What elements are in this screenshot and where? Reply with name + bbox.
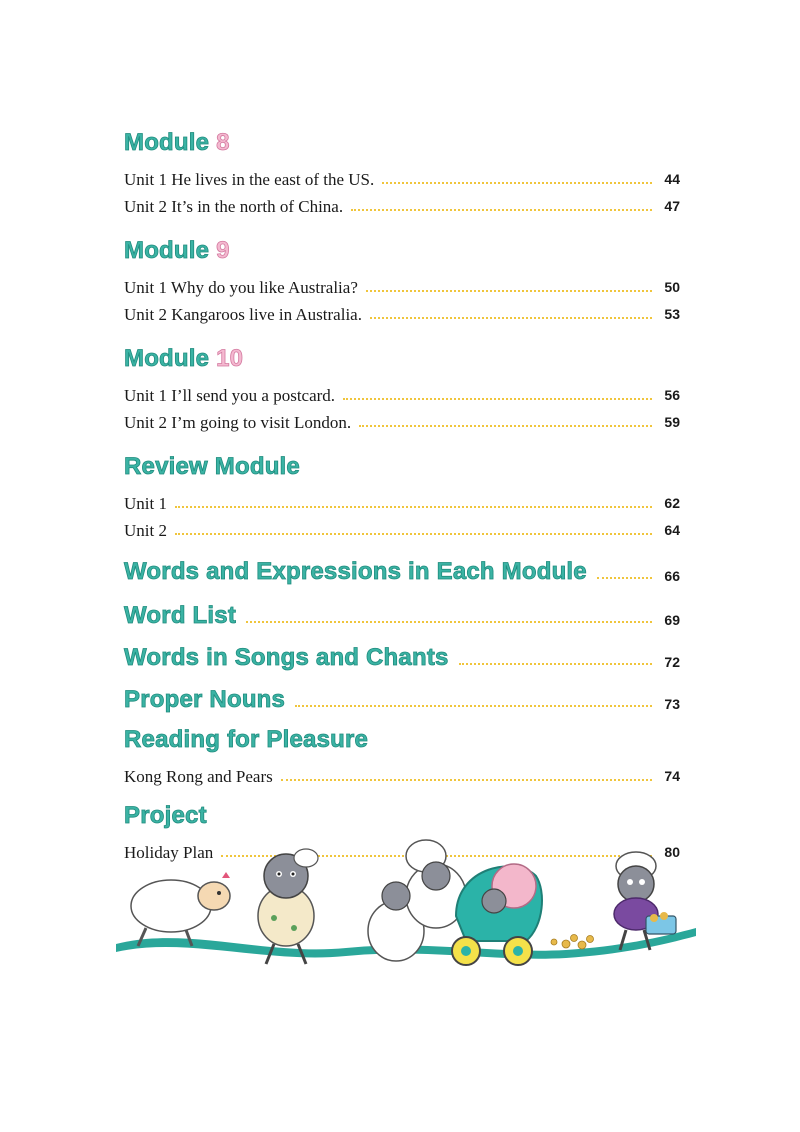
toc-entry[interactable] xyxy=(124,163,680,190)
entry-title: Kong Rong and Pears xyxy=(124,767,273,786)
page-number: 59 xyxy=(664,414,680,430)
leader-dots xyxy=(370,317,652,319)
toc-entry-words-expressions[interactable] xyxy=(124,549,680,587)
entry-title: Holiday Plan xyxy=(124,843,214,862)
toc-entry[interactable] xyxy=(124,379,680,406)
module-number: 10 xyxy=(216,345,244,372)
leader-dots xyxy=(281,779,652,781)
leader-dots xyxy=(459,663,652,665)
toc-entry[interactable] xyxy=(124,271,680,298)
section-heading: Words in Songs and Chants xyxy=(124,644,449,671)
toc-entry-proper-nouns[interactable] xyxy=(124,677,680,715)
leader-dots xyxy=(295,705,652,707)
section-label: Project xyxy=(124,802,207,829)
leader-dots xyxy=(597,577,652,579)
page-number: 66 xyxy=(664,568,680,584)
entry-title: Unit 2 I’m going to visit London. xyxy=(124,413,352,432)
section-heading: Proper Nouns xyxy=(124,686,286,713)
section-label: Reading for Pleasure xyxy=(124,726,369,753)
toc-entry[interactable] xyxy=(124,406,680,433)
leader-dots xyxy=(343,398,652,400)
module-9-heading xyxy=(124,236,680,271)
page-number: 64 xyxy=(664,522,680,538)
leader-dots xyxy=(246,621,652,623)
module-8-heading xyxy=(124,128,680,163)
entry-title: Unit 2 Kangaroos live in Australia. xyxy=(124,305,362,324)
page-number: 53 xyxy=(664,306,680,322)
leader-dots xyxy=(175,533,652,535)
entry-title: Unit 2 It’s in the north of China. xyxy=(124,197,344,216)
toc-entry[interactable] xyxy=(124,298,680,325)
toc-entry[interactable] xyxy=(124,514,680,541)
leader-dots xyxy=(382,182,652,184)
wolf-with-basket xyxy=(614,852,676,950)
entry-title: Unit 2 xyxy=(124,521,167,540)
page-number: 74 xyxy=(664,768,680,784)
section-heading: Words and Expressions in Each Module xyxy=(124,558,587,585)
sheep-crowd xyxy=(368,840,466,961)
page-number: 69 xyxy=(664,612,680,628)
review-module-heading xyxy=(124,452,680,487)
leader-dots xyxy=(366,290,652,292)
leader-dots xyxy=(351,209,652,211)
entry-title: Unit 1 xyxy=(124,494,167,513)
module-label: Module xyxy=(124,129,210,156)
entry-title: Unit 1 Why do you like Australia? xyxy=(124,278,358,297)
module-10-heading xyxy=(124,344,680,379)
page-number: 72 xyxy=(664,654,680,670)
entry-title: Unit 1 He lives in the east of the US. xyxy=(124,170,375,189)
leader-dots xyxy=(359,425,652,427)
toc-entry-songs-chants[interactable] xyxy=(124,635,680,673)
module-label: Module xyxy=(124,345,210,372)
page-number: 56 xyxy=(664,387,680,403)
module-number: 9 xyxy=(216,237,230,264)
reading-heading xyxy=(124,725,680,760)
module-label: Module xyxy=(124,237,210,264)
page-number: 47 xyxy=(664,198,680,214)
running-sheep xyxy=(131,872,230,946)
section-heading: Word List xyxy=(124,602,237,629)
page-number: 62 xyxy=(664,495,680,511)
page-number: 73 xyxy=(664,696,680,712)
module-number: 8 xyxy=(216,129,230,156)
leader-dots xyxy=(175,506,652,508)
toc-entry[interactable] xyxy=(124,487,680,514)
page-number: 80 xyxy=(664,844,680,860)
section-label: Review Module xyxy=(124,453,300,480)
sheep-illustration xyxy=(96,826,706,976)
page-number: 50 xyxy=(664,279,680,295)
entry-title: Unit 1 I’ll send you a postcard. xyxy=(124,386,336,405)
toc-entry-word-list[interactable] xyxy=(124,593,680,631)
page-number: 44 xyxy=(664,171,680,187)
toc-entry[interactable] xyxy=(124,190,680,217)
spilled-biscuits xyxy=(551,935,594,950)
table-of-contents xyxy=(124,128,680,863)
toc-entry[interactable] xyxy=(124,760,680,787)
